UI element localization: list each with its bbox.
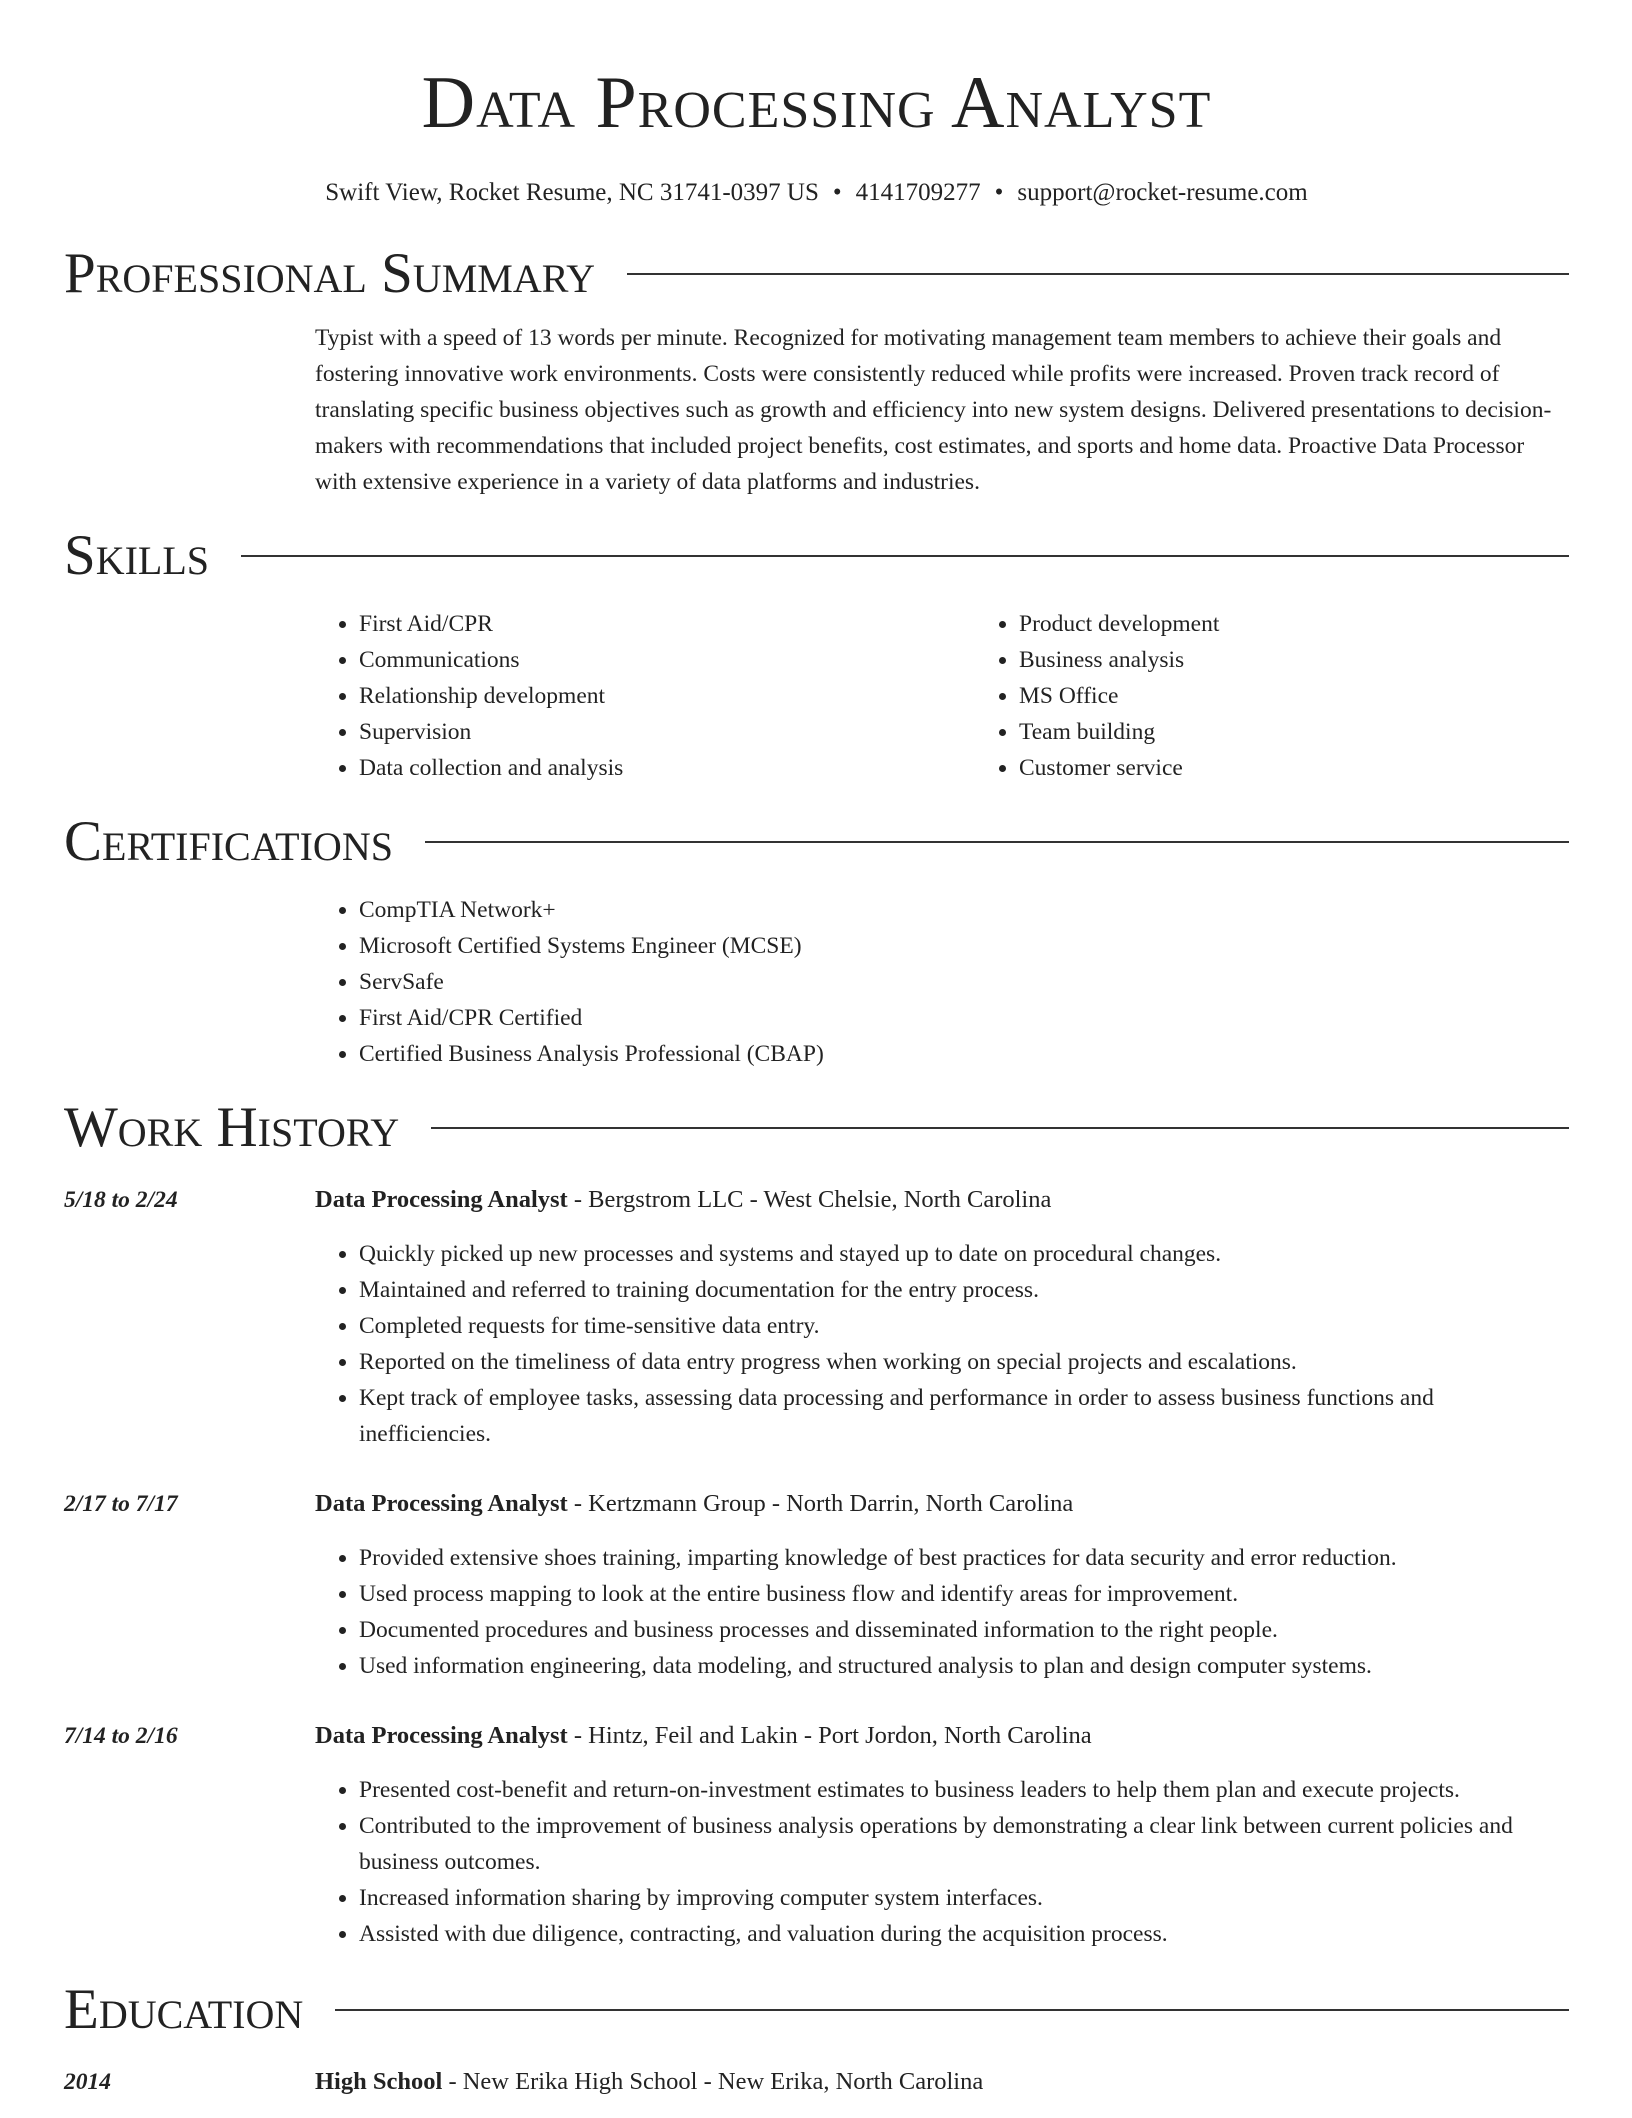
resume-title: Data Processing Analyst bbox=[421, 62, 1212, 144]
job-bullets bbox=[315, 1540, 1569, 1684]
job-entry bbox=[64, 1182, 1569, 1452]
skill-item: • Communications bbox=[359, 642, 975, 678]
job-title: Data Processing Analyst bbox=[315, 1490, 568, 1517]
skill-item: • Data collection and analysis bbox=[359, 750, 975, 786]
job-employer: - Kertzmann Group - North Darrin, North Carolina bbox=[567, 1490, 1074, 1517]
education-date: 2014 bbox=[64, 2069, 111, 2095]
job-detail bbox=[315, 1718, 1569, 1952]
job-bullet: • Increased information sharing by improving computer system interfaces. bbox=[359, 1880, 1569, 1916]
job-employer: - Bergstrom LLC - West Chelsie, North Carolina bbox=[567, 1186, 1052, 1213]
job-bullet: • Documented procedures and business processes and disseminated information to the right people. bbox=[359, 1612, 1569, 1648]
education-school: - New Erika High School - New Erika, North Carolina bbox=[442, 2068, 984, 2095]
job-title: Data Processing Analyst bbox=[315, 1722, 568, 1749]
skill-item: • Supervision bbox=[359, 714, 975, 750]
section-divider bbox=[425, 841, 1569, 843]
job-bullet: • Reported on the timeliness of data entry progress when working on special projects and escalations. bbox=[359, 1344, 1569, 1380]
summary-section-heading bbox=[64, 242, 1569, 306]
certification-item: • CompTIA Network+ bbox=[359, 892, 1569, 928]
certification-item: • Microsoft Certified Systems Engineer (MCSE) bbox=[359, 928, 1569, 964]
education-heading: Education bbox=[64, 1978, 304, 2041]
certifications-heading: Certifications bbox=[64, 810, 393, 873]
job-title: Data Processing Analyst bbox=[315, 1186, 568, 1213]
job-dates: 7/14 to 2/16 bbox=[64, 1723, 178, 1749]
job-bullet: • Contributed to the improvement of business analysis operations by demonstrating a clear link between current policies and business outcomes. bbox=[359, 1808, 1569, 1880]
summary-text: Typist with a speed of 13 words per minute. Recognized for motivating management team members to achieve their goals and fostering innovative work environments. Costs were consistently reduced while profits were increased. Proven track record of translating specific business objectives such as growth and efficiency into new system designs. Delivered presentations to decision-makers with recommendations that included project benefits, cost estimates, and sports and home data. Proactive Data Processor with extensive experience in a variety of data platforms and industries. bbox=[315, 325, 1552, 495]
skill-item: • First Aid/CPR bbox=[359, 606, 975, 642]
education-degree: High School bbox=[315, 2068, 443, 2095]
job-bullet: • Presented cost-benefit and return-on-investment estimates to business leaders to help them plan and execute projects. bbox=[359, 1772, 1569, 1808]
contact-separator: • bbox=[832, 179, 842, 206]
certifications-section-heading bbox=[64, 810, 1569, 874]
job-entry bbox=[64, 1718, 1569, 1952]
contact-phone: 4141709277 bbox=[855, 179, 981, 206]
summary-body bbox=[315, 320, 1569, 500]
skills-list-left bbox=[315, 606, 975, 786]
job-bullet: • Assisted with due diligence, contracting, and valuation during the acquisition process. bbox=[359, 1916, 1569, 1952]
job-bullet: • Maintained and referred to training documentation for the entry process. bbox=[359, 1272, 1569, 1308]
job-detail bbox=[315, 1182, 1569, 1452]
contact-email: support@rocket-resume.com bbox=[1017, 179, 1308, 206]
skills-grid bbox=[315, 606, 1569, 786]
education-section-heading bbox=[64, 1978, 1569, 2042]
job-bullet: • Used process mapping to look at the entire business flow and identify areas for improvement. bbox=[359, 1576, 1569, 1612]
skill-item: • Customer service bbox=[1019, 750, 1632, 786]
skill-item: • Business analysis bbox=[1019, 642, 1632, 678]
job-bullets bbox=[315, 1236, 1569, 1452]
job-headline bbox=[315, 1718, 1569, 1754]
job-employer: - Hintz, Feil and Lakin - Port Jordon, North Carolina bbox=[567, 1722, 1092, 1749]
job-dates: 5/18 to 2/24 bbox=[64, 1187, 178, 1213]
certifications-body bbox=[315, 892, 1569, 1072]
education-headline bbox=[315, 2064, 1569, 2100]
contact-line bbox=[64, 178, 1569, 208]
job-bullet: • Quickly picked up new processes and systems and stayed up to date on procedural changes. bbox=[359, 1236, 1569, 1272]
section-divider bbox=[241, 555, 1569, 557]
contact-address: Swift View, Rocket Resume, NC 31741-0397 US bbox=[325, 179, 819, 206]
education-entry bbox=[64, 2064, 1569, 2118]
job-bullet: • Provided extensive shoes training, imparting knowledge of best practices for data security and error reduction. bbox=[359, 1540, 1569, 1576]
job-bullets bbox=[315, 1772, 1569, 1952]
contact-separator: • bbox=[994, 179, 1004, 206]
skill-item: • MS Office bbox=[1019, 678, 1632, 714]
job-entry bbox=[64, 1486, 1569, 1684]
job-bullet: • Completed requests for time-sensitive data entry. bbox=[359, 1308, 1569, 1344]
certifications-list bbox=[315, 892, 1569, 1072]
job-headline bbox=[315, 1182, 1569, 1218]
skill-item: • Product development bbox=[1019, 606, 1632, 642]
skill-item: • Relationship development bbox=[359, 678, 975, 714]
job-detail bbox=[315, 1486, 1569, 1684]
certification-item: • ServSafe bbox=[359, 964, 1569, 1000]
skills-list-right bbox=[975, 606, 1632, 786]
education-detail bbox=[315, 2064, 1569, 2118]
job-bullet: • Used information engineering, data modeling, and structured analysis to plan and design computer systems. bbox=[359, 1648, 1569, 1684]
section-divider bbox=[431, 1127, 1569, 1129]
work-section-heading bbox=[64, 1096, 1569, 1160]
job-dates: 2/17 to 7/17 bbox=[64, 1491, 178, 1517]
summary-heading: Professional Summary bbox=[64, 242, 596, 305]
skill-item: • Team building bbox=[1019, 714, 1632, 750]
skills-section-heading bbox=[64, 524, 1569, 588]
certification-item: • First Aid/CPR Certified bbox=[359, 1000, 1569, 1036]
work-heading: Work History bbox=[64, 1096, 400, 1159]
job-bullet: • Kept track of employee tasks, assessing data processing and performance in order to assess business functions and inefficiencies. bbox=[359, 1380, 1569, 1452]
section-divider bbox=[627, 273, 1569, 275]
certification-item: • Certified Business Analysis Professional (CBAP) bbox=[359, 1036, 1569, 1072]
skills-heading: Skills bbox=[64, 524, 210, 587]
section-divider bbox=[335, 2009, 1569, 2011]
job-headline bbox=[315, 1486, 1569, 1522]
